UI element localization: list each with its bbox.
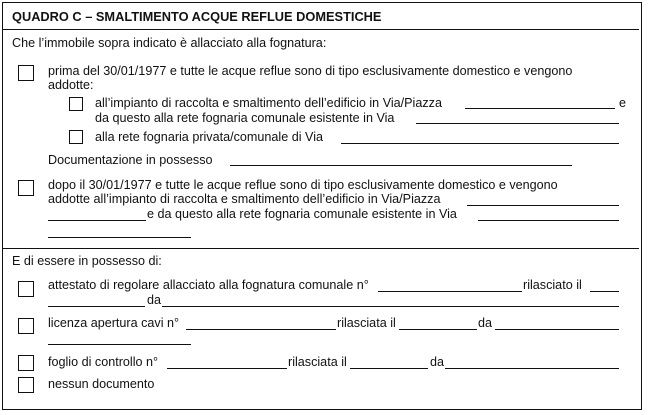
documentation-label: Documentazione in possesso: [48, 153, 213, 167]
licenza-issuer-continuation[interactable]: [48, 344, 191, 345]
sub-private-network-label: alla rete fognaria privata/comunale di Via: [95, 130, 323, 144]
checkbox-nessun-documento[interactable]: [18, 377, 34, 393]
after-via-piazza-continuation[interactable]: [48, 220, 146, 221]
section-divider: [3, 248, 639, 249]
after-via-comunale-continuation[interactable]: [48, 237, 191, 238]
via-piazza-field[interactable]: [465, 108, 615, 109]
title-divider: [3, 29, 639, 30]
attestato-issued-label: rilasciato il: [523, 278, 582, 292]
sub-building-system-line1: all’impianto di raccolta e smaltimento dell’edificio in Via/Piazza: [95, 96, 442, 110]
foglio-issued-label: rilasciata il: [288, 355, 347, 369]
checkbox-before-1977[interactable]: [18, 65, 34, 81]
nessun-documento-label: nessun documento: [48, 377, 155, 391]
foglio-issuer-field[interactable]: [445, 368, 619, 369]
licenza-label: licenza apertura cavi n°: [48, 316, 180, 330]
licenza-da-label: da: [478, 316, 493, 330]
option-after-1977-line3: e da questo alla rete fognaria comunale esistente in Via: [147, 207, 457, 221]
attestato-label: attestato di regolare allacciato alla fognatura comunale n°: [48, 278, 369, 292]
after-via-piazza-field[interactable]: [467, 205, 619, 206]
checkbox-after-1977[interactable]: [18, 180, 34, 196]
licenza-date-field[interactable]: [399, 329, 477, 330]
checkbox-attestato[interactable]: [18, 281, 34, 297]
section-title: QUADRO C – SMALTIMENTO ACQUE REFLUE DOMESTICHE: [12, 9, 382, 24]
sub-building-system-e: e: [619, 96, 627, 110]
foglio-number-field[interactable]: [167, 368, 287, 369]
option-before-1977-line2: addotte:: [48, 78, 94, 92]
licenza-issuer-field[interactable]: [495, 329, 619, 330]
checkbox-private-network[interactable]: [69, 130, 83, 144]
attestato-date-continuation[interactable]: [48, 306, 145, 307]
attestato-date-field[interactable]: [590, 291, 619, 292]
foglio-date-field[interactable]: [350, 368, 428, 369]
attestato-issuer-field[interactable]: [162, 306, 619, 307]
option-after-1977-line1: dopo il 30/01/1977 e tutte le acque reflue sono di tipo esclusivamente domestico e vengono: [48, 178, 558, 192]
private-network-via-field[interactable]: [341, 143, 619, 144]
licenza-number-field[interactable]: [186, 329, 336, 330]
licenza-issued-label: rilasciata il: [337, 316, 396, 330]
attestato-da-label: da: [147, 293, 162, 307]
option-after-1977-line2: addotte all’impianto di raccolta e smaltimento dell’edificio in Via/Piazza: [48, 192, 441, 206]
foglio-label: foglio di controllo n°: [48, 355, 159, 369]
intro-text: Che l’immobile sopra indicato è allacciato alla fognatura:: [12, 36, 327, 50]
checkbox-licenza[interactable]: [18, 318, 34, 334]
after-via-comunale-field[interactable]: [478, 220, 619, 221]
via-comunale-field[interactable]: [416, 123, 619, 124]
documentation-field[interactable]: [230, 165, 572, 166]
foglio-da-label: da: [430, 355, 445, 369]
checkbox-building-system[interactable]: [69, 97, 83, 111]
possession-intro: E di essere in possesso di:: [12, 254, 162, 268]
checkbox-foglio-controllo[interactable]: [18, 355, 34, 371]
sub-building-system-line2: da questo alla rete fognaria comunale esistente in Via: [95, 111, 395, 125]
option-before-1977-line1: prima del 30/01/1977 e tutte le acque reflue sono di tipo esclusivamente domestico e vengono: [48, 64, 573, 78]
attestato-number-field[interactable]: [378, 291, 522, 292]
